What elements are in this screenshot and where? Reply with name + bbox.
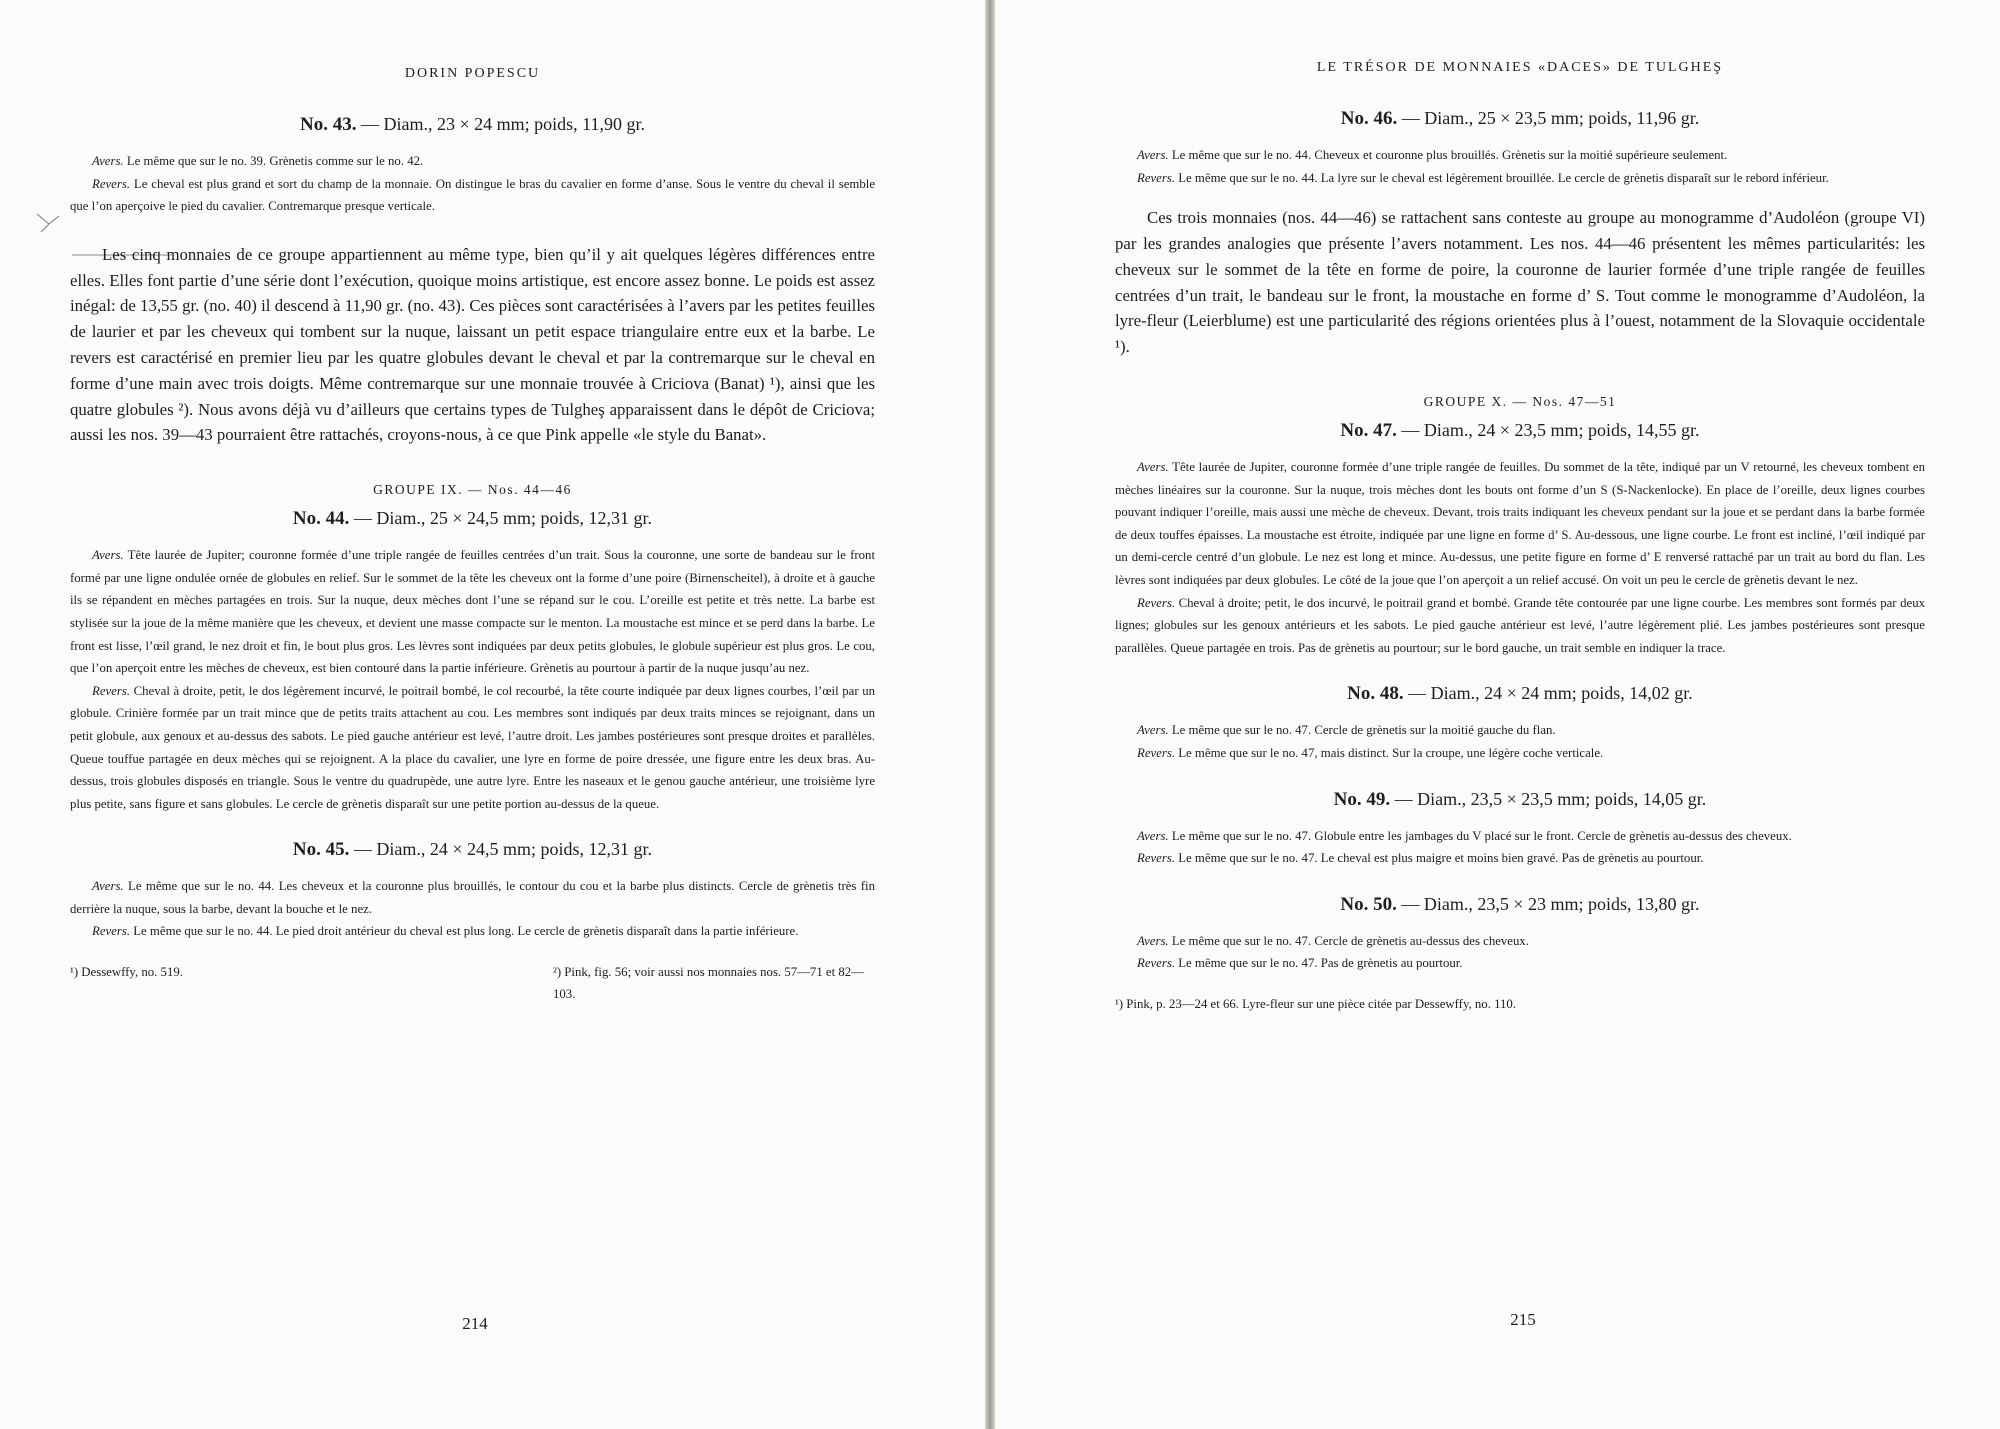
entry-number: No. 43. (300, 114, 357, 135)
entry-heading-46 (1115, 108, 1925, 130)
revers-text (1115, 847, 1925, 870)
footnote-1: ¹) Pink, p. 23—24 et 66. Lyre-fleur sur une pièce citée par Dessewffy, no. 110. (1115, 996, 1517, 1011)
pencil-mark-icon (35, 212, 61, 234)
avers-label: Avers. (1137, 828, 1169, 843)
right-page (995, 0, 2000, 1429)
revers-body: Cheval à droite, petit, le dos légèrement incurvé, le poitrail bombé, le col recourbé, la tête courte indiquée par deux lignes courbes, l’œil par un globule. Crinière formée par un trait mince que de petits traits attachent au cou. Les membres sont indiqués par deux traits minces se rejoignant, dans un petit globule, aux genoux et au-dessus des sabots. Le pied gauche antérieur est levé, l’autre droit. Les jambes postérieures sont presque droites et parallèles. Queue touffue partagée en deux mèches qui se rejoignent. A la place du cavalier, une lyre en forme de poire dressée, une figure entre les deux bras. Au-dessus, trois globules disposés en triangle. Sous le ventre du quadrupède, une autre lyre. Entre les naseaux et le genou gauche antérieur, une troisième lyre plus petite, sans figure et sans globules. Le cercle de grènetis disparaît sur une petite portion au-dessus de la queue. (70, 683, 875, 811)
entry-description-47 (1115, 456, 1925, 659)
avers-label: Avers. (92, 154, 124, 168)
entry-description-50 (1115, 930, 1925, 975)
revers-text (70, 173, 875, 218)
revers-body: Le même que sur le no. 47. Pas de grènetis au pourtour. (1178, 956, 1463, 971)
footnotes (1115, 993, 1925, 1015)
revers-body: Le même que sur le no. 47. Le cheval est plus maigre et moins bien gravé. Pas de grènetis au pourtour. (1178, 851, 1704, 866)
footnote-1: ¹) Dessewffy, no. 519. (70, 965, 183, 980)
entry-description-49 (1115, 825, 1925, 870)
revers-text (1115, 167, 1925, 190)
avers-label: Avers. (1137, 459, 1169, 474)
revers-label: Revers. (1137, 595, 1176, 610)
body-text: Ces trois monnaies (nos. 44—46) se rattachent sans conteste au groupe au monogramme d’Audoléon (groupe VI) par les grandes analogies que présente l’avers notamment. Les nos. 44—46 présentent les mêmes particularités: les cheveux sur le sommet de la tête en forme de poire, la couronne de laurier formée d’une triple rangée de feuilles centrées d’un trait, le bandeau sur le front, la moustache en forme d’ S. Tout comme le monogramme d’Audoléon, la lyre-fleur (Leierblume) est une particularité des régions orientées plus à l’ouest, notamment de la Slovaquie occidentale ¹). (1115, 208, 1925, 357)
entry-number: No. 48. (1347, 683, 1404, 705)
entry-number: No. 46. (1340, 108, 1398, 129)
entry-description-43 (70, 150, 875, 218)
entry-description-48 (1115, 719, 1925, 764)
avers-text (1115, 144, 1925, 167)
revers-text (1115, 952, 1925, 975)
avers-text (1115, 930, 1925, 953)
entry-number: No. 50. (1340, 893, 1397, 915)
revers-label: Revers. (92, 683, 131, 698)
entry-spec: — Diam., 24 × 23,5 mm; poids, 14,55 gr. (1401, 419, 1700, 440)
entry-spec: — Diam., 23,5 × 23,5 mm; poids, 14,05 gr. (1394, 788, 1707, 809)
avers-body: Le même que sur le no. 47. Cercle de grènetis au-dessus des cheveux. (1171, 933, 1529, 948)
entry-heading-45 (70, 839, 875, 861)
revers-body: Le même que sur le no. 44. Le pied droit antérieur du cheval est plus long. Le cercle de grènetis disparaît dans la partie inférieure. (133, 924, 799, 939)
avers-text (70, 875, 875, 920)
avers-label: Avers. (1137, 148, 1169, 162)
revers-text (70, 680, 875, 816)
avers-text (70, 150, 875, 173)
body-paragraph (1115, 205, 1925, 360)
revers-label: Revers. (1137, 170, 1176, 185)
avers-text (1115, 719, 1925, 742)
revers-body: Le même que sur le no. 47, mais distinct. Sur la croupe, une légère coche verticale. (1178, 745, 1604, 760)
avers-body: Le même que sur le no. 44. Les cheveux et la couronne plus brouillés, le contour du cou et la barbe plus distincts. Cercle de grènetis très fin derrière la nuque, sous la barbe, devant la bouche et le nez. (70, 879, 875, 916)
left-text-column (70, 66, 875, 1005)
entry-spec: — Diam., 24 × 24 mm; poids, 14,02 gr. (1408, 683, 1693, 704)
right-text-column (1115, 60, 1925, 1015)
revers-body: Le même que sur le no. 44. La lyre sur le cheval est légèrement brouillée. Le cercle de grènetis disparaît sur le rebord inférieur. (1178, 170, 1829, 185)
avers-text (1115, 825, 1925, 848)
revers-label: Revers. (92, 924, 131, 939)
entry-description-46 (1115, 144, 1925, 189)
avers-label: Avers. (1137, 933, 1169, 948)
entry-spec: — Diam., 25 × 24,5 mm; poids, 12,31 gr. (353, 508, 653, 529)
entry-description-45 (70, 875, 875, 943)
entry-spec: — Diam., 23,5 × 23 mm; poids, 13,80 gr. (1401, 893, 1700, 914)
entry-number: No. 44. (292, 508, 350, 530)
page-number: 214 (462, 1314, 488, 1333)
avers-body: Tête laurée de Jupiter, couronne formée d’une triple rangée de feuilles. Du sommet de la tête, indiqué par un V retourné, les cheveux tombent en mèches linéaires sur la couronne. Sur la nuque, trois mèches dont les bouts ont forme d’un S (S-Nackenlocke). En place de l’oreille, deux lignes courbes pouvant indiquer l’oreille, mais aussi une mèche de cheveux. Devant, trois traits indiquant les cheveux pendant sur la joue et se perdant dans la barbe formée de deux touffes épaisses. La moustache est étroite, indiquée par une ligne en forme d’ S. Au-dessous, une ligne courbe. Le front est incliné, l’œil indiqué par un demi-cercle centré d’un globule. Le nez est long et mince. Au-dessus, une petite figure en forme d’ E renversé rattaché par un trait au bord du flan. Les lèvres sont indiquées par deux globules. Le côté de la joue que l’on aperçoit a un relief accusé. On voit un peu le cercle de grènetis devant le nez. (1115, 459, 1926, 587)
revers-text (70, 920, 875, 943)
entry-heading-50 (1115, 894, 1925, 916)
avers-body: Le même que sur le no. 44. Cheveux et couronne plus brouillés. Grènetis sur la moitié supérieure seulement. (1171, 148, 1728, 162)
avers-body: Le même que sur le no. 47. Cercle de grènetis sur la moitié gauche du flan. (1171, 723, 1556, 738)
body-text: Les cinq monnaies de ce groupe appartiennent au même type, bien qu’il y ait quelques légères différences entre elles. Elles font partie d’une série dont l’exécution, quoique moins artistique, est encore assez bonne. Le poids est assez inégal: de 13,55 gr. (no. 40) il descend à 11,90 gr. (no. 43). Ces pièces sont caractérisées à l’avers par les petites feuilles de laurier et par les cheveux qui tombent sur la nuque, laissant un petit espace triangulaire entre eux et la barbe. Le revers est caractérisé en premier lieu par les quatre globules devant le cheval et par la contremarque sur le cheval en forme d’une main avec trois doigts. Même contremarque sur une monnaie trouvée à Criciova (Banat) ¹), ainsi que les quatre globules ²). Nous avons déjà vu d’ailleurs que certains types de Tulgheş apparaissent dans le dépôt de Criciova; aussi les nos. 39—43 pourraient être rattachés, croyons-nous, à ce que Pink appelle «le style du Banat». (70, 244, 875, 445)
revers-text (1115, 742, 1925, 765)
revers-label: Revers. (92, 176, 131, 191)
avers-body: Le même que sur le no. 47. Globule entre les jambages du V placé sur le front. Cercle de grènetis au-dessus des cheveux. (1171, 828, 1792, 843)
footnotes (70, 961, 875, 1005)
page-number: 215 (1510, 1310, 1536, 1329)
avers-body: Le même que sur le no. 39. Grènetis comme sur le no. 42. (126, 154, 424, 168)
body-paragraph (70, 242, 875, 448)
entry-heading-47 (1115, 420, 1925, 442)
entry-heading-43 (70, 114, 875, 136)
revers-label: Revers. (1137, 851, 1176, 866)
entry-number: No. 45. (292, 839, 350, 861)
footnote-2: ²) Pink, fig. 56; voir aussi nos monnaies nos. 57—71 et 82—103. (553, 965, 864, 1002)
revers-label: Revers. (1137, 956, 1176, 971)
running-head: DORIN POPESCU (404, 66, 541, 81)
avers-label: Avers. (92, 548, 124, 563)
avers-label: Avers. (92, 879, 124, 894)
entry-heading-44 (70, 508, 875, 530)
entry-heading-49 (1115, 789, 1925, 811)
group-heading-x: GROUPE X. — Nos. 47—51 (1423, 393, 1617, 409)
revers-body: Le cheval est plus grand et sort du champ de la monnaie. On distingue le bras du cavalier en forme d’anse. Sous le ventre du cheval il semble que l’on aperçoive le pied du cavalier. Contremarque presque verticale. (70, 176, 875, 214)
revers-body: Cheval à droite; petit, le dos incurvé, le poitrail grand et bombé. Grande tête contourée par une ligne courbe. Les membres sont formés par deux lignes; globules sur les genoux antérieurs et les sabots. Le pied gauche antérieur est levé, l’autre légèrement plié. Les jambes postérieures sont presque parallèles. Queue partagée en trois. Pas de grènetis au pourtour; sur le bord gauche, un trait semble en indiquer la trace. (1115, 595, 1925, 655)
entry-number: No. 47. (1340, 419, 1397, 441)
avers-body: Tête laurée de Jupiter; couronne formée d’une triple rangée de feuilles centrées d’un trait. Sous la couronne, une sorte de bandeau sur le front formé par une ligne ondulée ornée de globules en relief. Sur le sommet de la tête les cheveux ont la forme d’une poire (Birnenscheitel), à droite et à gauche ils se répandent en mèches partagées en trois. Sur la nuque, deux mèches dont l’une se répand sur le cou. L’oreille est petite et très nette. La barbe est stylisée sur la joue de la même manière que les cheveux, et devient une masse compacte sur le menton. La moustache est mince et se perd dans la barbe. Le front est lisse, l’œil grand, le nez droit et fin, le bout plus gros. Les lèvres sont indiquées par deux petits globules, le globule supérieur est plus gros. Le cou, que l’on aperçoit entre les mèches de cheveux, est bien contouré dans la partie inférieure. Grènetis au pourtour à partir de la nuque jusqu’au nez. (70, 548, 875, 676)
avers-label: Avers. (1137, 723, 1169, 738)
entry-spec: — Diam., 25 × 23,5 mm; poids, 11,96 gr. (1401, 108, 1700, 128)
avers-text (70, 544, 875, 680)
running-head: LE TRÉSOR DE MONNAIES «DACES» DE TULGHEŞ (1316, 60, 1724, 75)
entry-spec: — Diam., 24 × 24,5 mm; poids, 12,31 gr. (353, 839, 653, 860)
left-page (0, 0, 985, 1429)
entry-spec: — Diam., 23 × 24 mm; poids, 11,90 gr. (361, 114, 645, 134)
entry-number: No. 49. (1333, 788, 1391, 810)
group-heading-ix: GROUPE IX. — Nos. 44—46 (373, 482, 572, 498)
entry-description-44 (70, 544, 875, 815)
entry-heading-48 (1115, 683, 1925, 705)
book-gutter (985, 0, 995, 1429)
revers-label: Revers. (1137, 745, 1176, 760)
avers-text (1115, 456, 1925, 592)
revers-text (1115, 592, 1925, 660)
